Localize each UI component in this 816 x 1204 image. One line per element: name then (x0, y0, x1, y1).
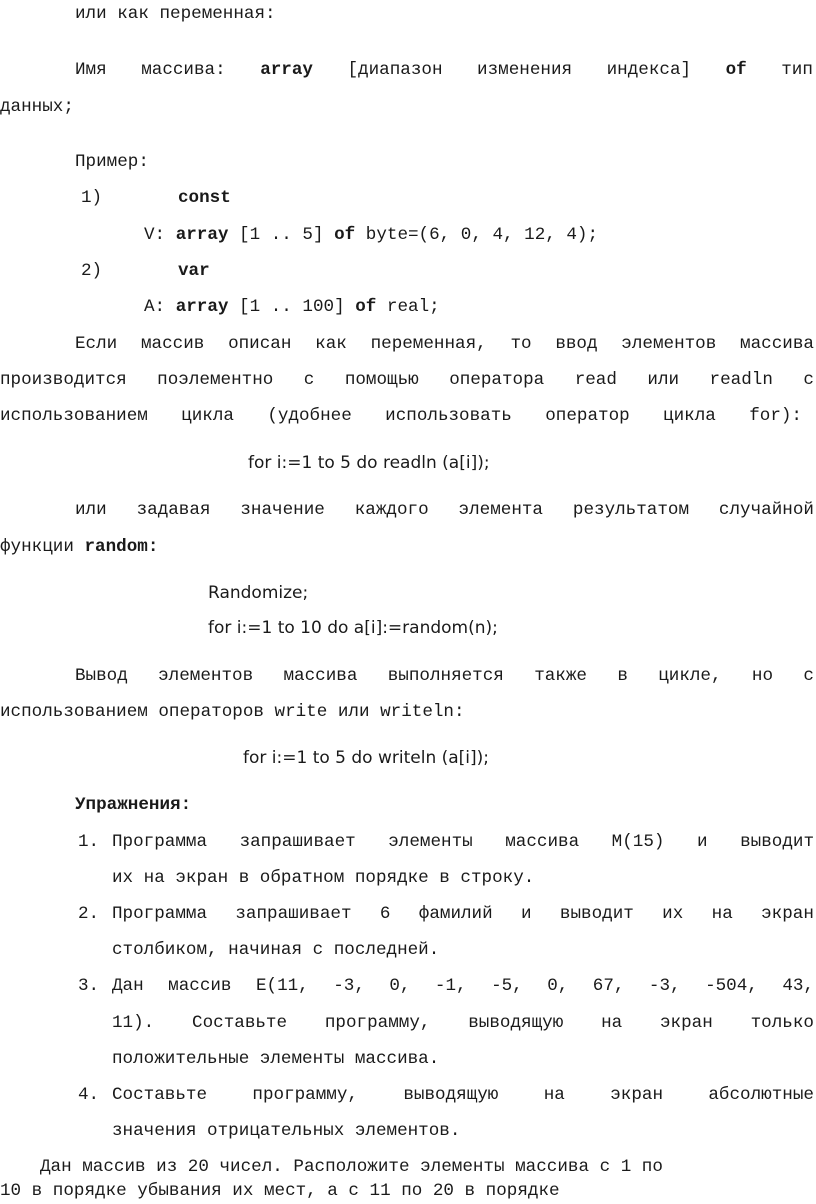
keyword-of: of (725, 60, 747, 80)
para-random-line-1: или задавая значение каждого элемента результатом случайной (75, 500, 814, 520)
example-1-code: V: array [1 .. 5] of byte=(6, 0, 4, 12, 4); (144, 225, 599, 245)
example-2-number: 2) (81, 261, 103, 281)
syntax-continuation: данных; (0, 97, 74, 117)
exercise-2-number: 2. (78, 904, 100, 924)
exercise-1-number: 1. (78, 832, 100, 852)
example-label: Пример: (75, 152, 149, 172)
code-readln: for i:=1 to 5 do readln (a[i]); (248, 453, 490, 473)
exercise-3-line-3: положительные элементы массива. (112, 1049, 440, 1069)
keyword-var: var (178, 261, 210, 281)
example-2-code: A: array [1 .. 100] of real; (144, 297, 440, 317)
example-1-number: 1) (81, 188, 103, 208)
exercise-4-line-2: значения отрицательных элементов. (112, 1121, 461, 1141)
keyword-const: const (178, 188, 231, 208)
exercise-4-line-1: Составьте программу, выводящую на экран абсолютные (112, 1085, 814, 1105)
para-input-line-2: производится поэлементно с помощью оператора read или readln с (0, 370, 814, 390)
para-output-line-2: использованием операторов write или writeln: (0, 702, 465, 722)
footer-line-2: 10 в порядке убывания их мест, а с 11 по 20 в порядке (0, 1181, 560, 1201)
keyword-array: array (260, 60, 313, 80)
exercise-3-line-2: 11). Составьте программу, выводящую на экран только (112, 1013, 814, 1033)
code-random-loop: for i:=1 to 10 do a[i]:=random(n); (208, 618, 498, 638)
code-writeln: for i:=1 to 5 do writeln (a[i]); (243, 748, 490, 768)
intro-line: или как переменная: (75, 4, 276, 24)
footer-line-1: Дан массив из 20 чисел. Расположите элементы массива с 1 по (40, 1157, 663, 1177)
para-input-line-1: Если массив описан как переменная, то ввод элементов массива (75, 334, 814, 354)
exercise-3-line-1: Дан массив Е(11, -3, 0, -1, -5, 0, 67, -3, -504, 43, (112, 976, 814, 996)
para-output-line-1: Вывод элементов массива выполняется также в цикле, но с (75, 666, 814, 686)
para-random-line-2: функции random: (0, 537, 159, 557)
exercise-4-number: 4. (78, 1085, 100, 1105)
exercise-1-line-1: Программа запрашивает элементы массива М(15) и выводит (112, 832, 814, 852)
keyword-random: random (84, 537, 148, 557)
exercise-3-number: 3. (78, 976, 100, 996)
syntax-line: Имя массива: array [диапазон изменения индекса] of тип (75, 60, 813, 80)
exercise-1-line-2: их на экран в обратном порядке в строку. (112, 868, 535, 888)
exercise-2-line-1: Программа запрашивает 6 фамилий и выводит их на экран (112, 904, 814, 924)
para-input-line-3: использованием цикла (удобнее использовать оператор цикла for): (0, 406, 802, 426)
code-randomize: Randomize; (208, 583, 309, 603)
exercises-title: Упражнения: (75, 795, 192, 815)
exercise-2-line-2: столбиком, начиная с последней. (112, 940, 440, 960)
